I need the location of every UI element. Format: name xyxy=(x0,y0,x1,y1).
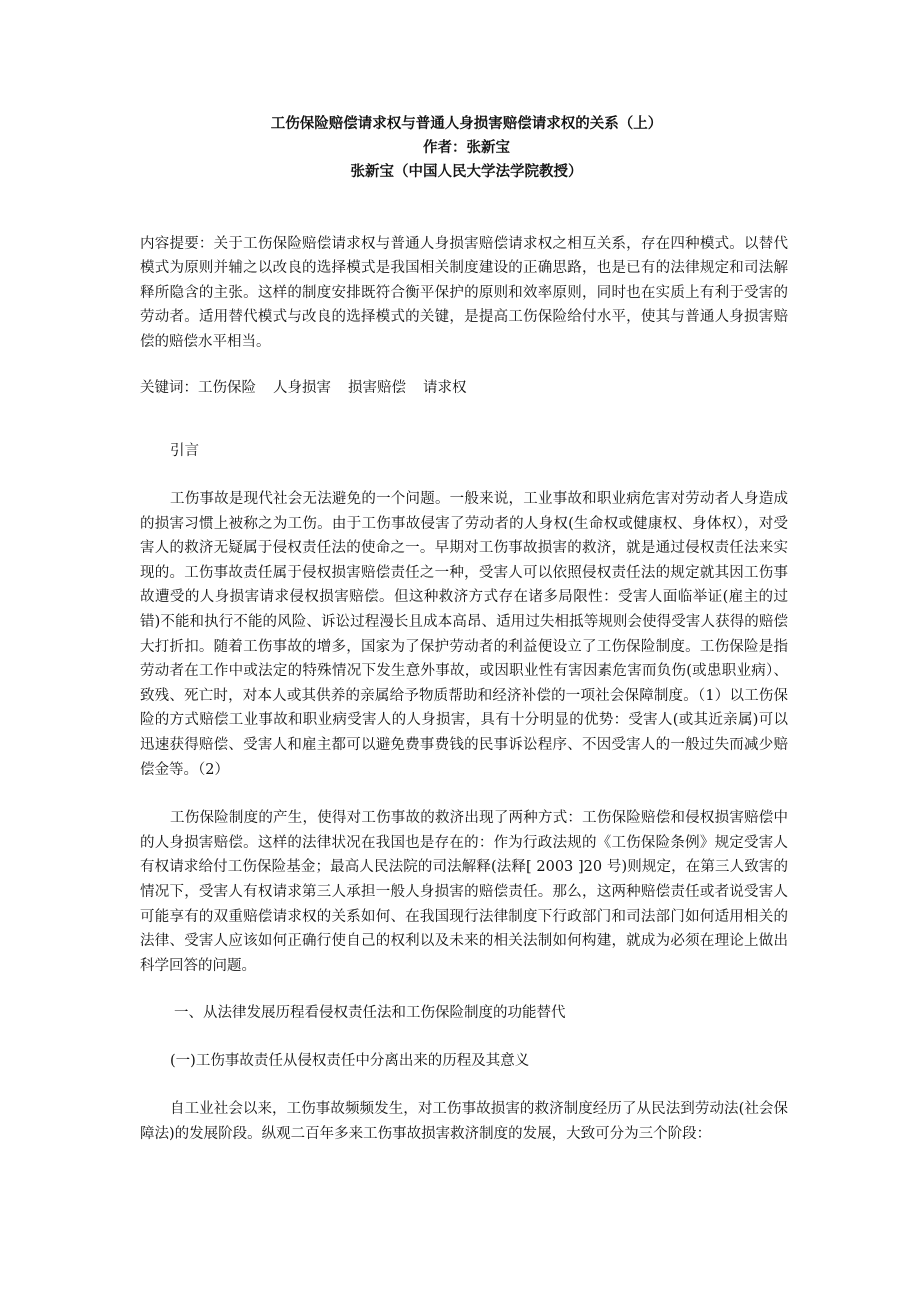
title-block xyxy=(145,112,788,184)
keyword-item: 请求权 xyxy=(423,380,467,397)
keyword-item: 工伤保险 xyxy=(198,380,256,397)
keyword-item: 损害赔偿 xyxy=(348,380,406,397)
author-line: 作者：张新宝 xyxy=(423,140,510,156)
author-affiliation: 张新宝（中国人民大学法学院教授） xyxy=(350,164,583,180)
keyword-item: 人身损害 xyxy=(273,380,331,397)
keywords-line xyxy=(140,376,788,400)
intro-paragraph-1: 工伤事故是现代社会无法避免的一个问题。一般来说，工业事故和职业病危害对劳动者人身造成的损害习惯上被称之为工伤。由于工伤事故侵害了劳动者的人身权(生命权或健康权、身体权），对受害人的救济无疑属于侵权责任法的使命之一。早期对工伤事故损害的救济，就是通过侵权责任法来实现的。工伤事故责任属于侵权损害赔偿责任之一种，受害人可以依照侵权责任法的规定就其因工伤事故遭受的人身损害请求侵权损害赔偿。但这种救济方式存在诸多局限性：受害人面临举证(雇主的过错)不能和执行不能的风险、诉讼过程漫长且成本高昂、适用过失相抵等规则会使得受害人获得的赔偿大打折扣。随着工伤事故的增多，国家为了保护劳动者的利益便设立了工伤保险制度。工伤保险是指劳动者在工作中或法定的特殊情况下发生意外事故，或因职业性有害因素危害而负伤(或患职业病）、致残、死亡时，对本人或其供养的亲属给予物质帮助和经济补偿的一项社会保障制度。（1）以工伤保险的方式赔偿工业事故和职业病受害人的人身损害，具有十分明显的优势：受害人(或其近亲属)可以迅速获得赔偿、受害人和雇主都可以避免费事费钱的民事诉讼程序、不因受害人的一般过失而减少赔偿金等。（2） xyxy=(140,491,788,778)
document-title: 工伤保险赔偿请求权与普通人身损害赔偿请求权的关系（上） xyxy=(270,116,663,132)
document-page xyxy=(140,112,788,1147)
keywords-label: 关键词： xyxy=(140,380,198,397)
abstract-paragraph: 内容提要：关于工伤保险赔偿请求权与普通人身损害赔偿请求权之相互关系，存在四种模式。以替代模式为原则并辅之以改良的选择模式是我国相关制度建设的正确思路，也是已有的法律规定和司法解释所隐含的主张。这样的制度安排既符合衡平保护的原则和效率原则，同时也在实质上有利于受害的劳动者。适用替代模式与改良的选择模式的关键，是提高工伤保险给付水平，使其与普通人身损害赔偿的赔偿水平相当。 xyxy=(140,236,788,350)
subsection-heading-1: (一)工伤事故责任从侵权责任中分离出来的历程及其意义 xyxy=(170,1053,530,1070)
section1-paragraph: 自工业社会以来，工伤事故频频发生，对工伤事故损害的救济制度经历了从民法到劳动法(社会保障法)的发展阶段。纵观二百年多来工伤事故损害救济制度的发展，大致可分为三个阶段： xyxy=(140,1101,788,1142)
section-heading-1: 一、从法律发展历程看侵权责任法和工伤保险制度的功能替代 xyxy=(174,1005,566,1022)
intro-paragraph-2: 工伤保险制度的产生，使得对工伤事故的救济出现了两种方式：工伤保险赔偿和侵权损害赔偿中的人身损害赔偿。这样的法律状况在我国也是存在的：作为行政法规的《工伤保险条例》规定受害人有权请求给付工伤保险基金；最高人民法院的司法解释(法释[ 2003 ]20 号)则规定，在第三人致害的情况下，受害人有权请求第三人承担一般人身损害的赔偿责任。那么，这两种赔偿责任或者说受害人可能享有的双重赔偿请求权的关系如何、在我国现行法律制度下行政部门和司法部门如何适用相关的法律、受害人应该如何正确行使自己的权利以及未来的相关法制如何构建，就成为必须在理论上做出科学回答的问题。 xyxy=(140,810,788,974)
intro-heading: 引言 xyxy=(170,443,199,460)
